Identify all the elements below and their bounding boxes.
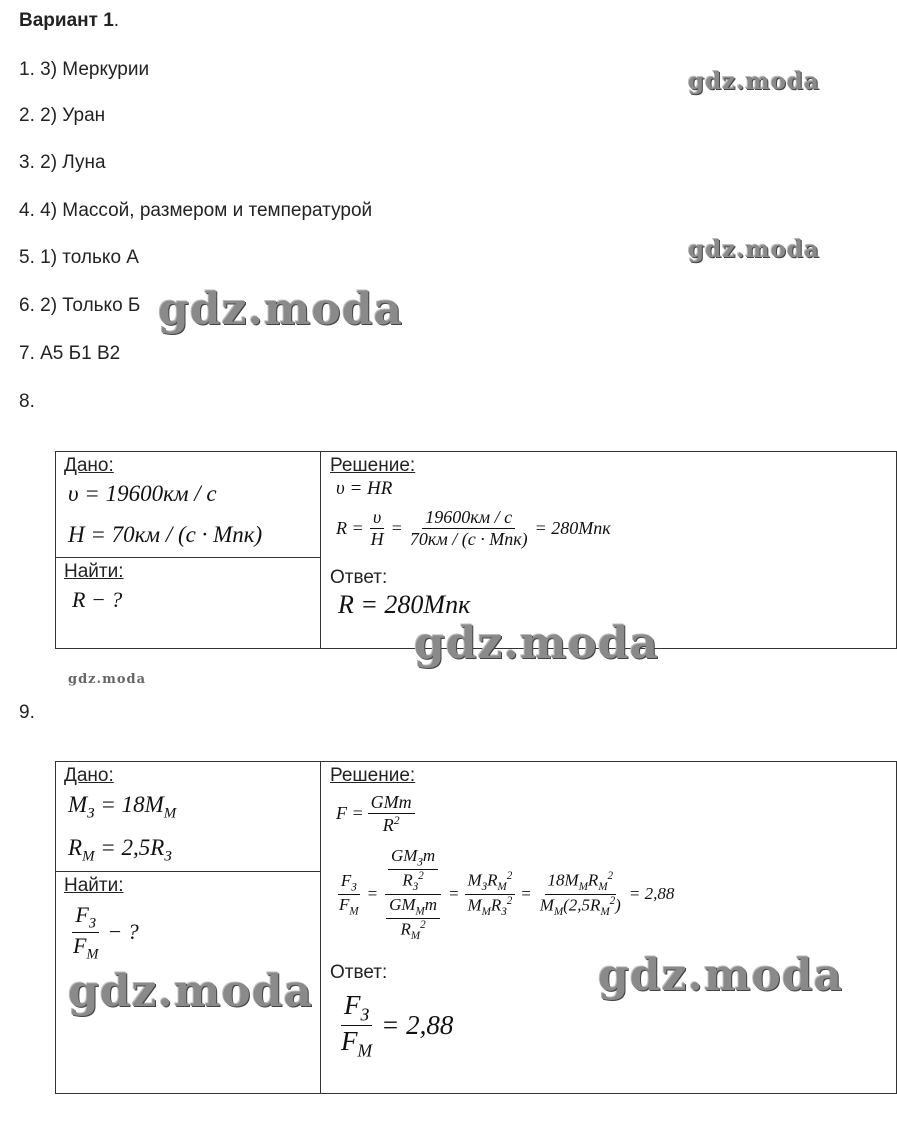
eq2-fraction-2 xyxy=(407,507,531,549)
find-fraction xyxy=(70,902,101,963)
given-radius: $R_М = 2,5R_З$ xyxy=(68,835,172,865)
answer-fraction: $\frac{F_З}{F_М}$ xyxy=(341,990,373,1060)
find-value xyxy=(70,902,139,963)
eq2-f2-num: 19600км / с xyxy=(422,507,515,529)
find-value: R − ? xyxy=(72,587,123,612)
solution-label: Решение: xyxy=(330,765,416,786)
eq2-result: = 280Мпк xyxy=(534,517,611,538)
answer-1: 1. 3) Меркурии xyxy=(19,59,150,80)
problem-9-given-divider xyxy=(55,871,321,872)
problem-8-given-divider xyxy=(55,557,321,558)
answer-label: Ответ: xyxy=(330,567,388,588)
equation-1: υ = HR xyxy=(336,478,393,499)
watermark-logo: gdz.moda xyxy=(68,966,314,1017)
solution-label: Решение: xyxy=(330,455,416,476)
find-label: Найти: xyxy=(64,561,124,582)
watermark-logo: gdz.moda xyxy=(68,672,147,687)
answer-number: = 2,88 xyxy=(381,1009,454,1040)
given-label: Дано: xyxy=(64,455,114,476)
answer-6: 6. 2) Только Б xyxy=(19,295,141,316)
watermark-logo: gdz.moda xyxy=(414,618,660,669)
given-mass: $M_З = 18M_М$ xyxy=(68,792,177,822)
watermark-logo: gdz.moda xyxy=(688,68,820,95)
given-label: Дано: xyxy=(64,765,114,786)
problem-8-divider xyxy=(320,451,321,649)
answer-3: 3. 2) Луна xyxy=(19,152,106,173)
problem-9-number: 9. xyxy=(19,702,35,723)
watermark-logo: gdz.moda xyxy=(688,236,820,263)
find-label: Найти: xyxy=(64,875,124,896)
equation-2 xyxy=(336,507,611,549)
page-title: Вариант 1. xyxy=(19,10,120,31)
answer-4: 4. 4) Массой, размером и температурой xyxy=(19,200,373,221)
force-ratio-equation: $\frac{F_З}{F_М}$ = $\frac{\frac{GM_Зm}{R_З^2}}{\frac{GM_Мm}{R_М^2}}$ = $\frac{M_ЗR_М^2}{M_МR_З^2}$ = $\frac{18M_МR_М^2}{M_М(2,5R_М^2)}$ = 2,88 xyxy=(339,846,675,942)
eq2-equals: = xyxy=(390,517,403,538)
answer-value: R = 280Мпк xyxy=(338,590,471,619)
eq2-lhs: R = xyxy=(336,517,364,538)
answer-5: 5. 1) только А xyxy=(19,247,139,268)
watermark-logo: gdz.moda xyxy=(598,950,844,1001)
find-den: $F_М$ xyxy=(73,932,99,963)
eq2-f1-num: υ xyxy=(370,507,384,529)
eq2-f2-den: 70км / (с · Мпк) xyxy=(409,528,528,549)
gravity-law: F = $\frac{\text{GMm}}{R^2}$ xyxy=(336,792,415,835)
eq2-fraction-1 xyxy=(368,507,387,549)
problem-8-number: 8. xyxy=(19,391,35,412)
given-hubble: H = 70км / (с · Мпк) xyxy=(68,522,263,547)
answer-value xyxy=(338,990,453,1060)
find-suffix: − ? xyxy=(107,919,139,945)
answer-7: 7. А5 Б1 В2 xyxy=(19,343,121,364)
eq2-f1-den: H xyxy=(370,528,384,549)
answer-2: 2. 2) Уран xyxy=(19,105,106,126)
given-velocity: υ = 19600км / с xyxy=(68,481,217,506)
find-num: $F_З$ xyxy=(72,902,99,933)
answer-label: Ответ: xyxy=(330,962,388,983)
problem-9-divider xyxy=(320,761,321,1094)
watermark-logo: gdz.moda xyxy=(158,284,404,335)
